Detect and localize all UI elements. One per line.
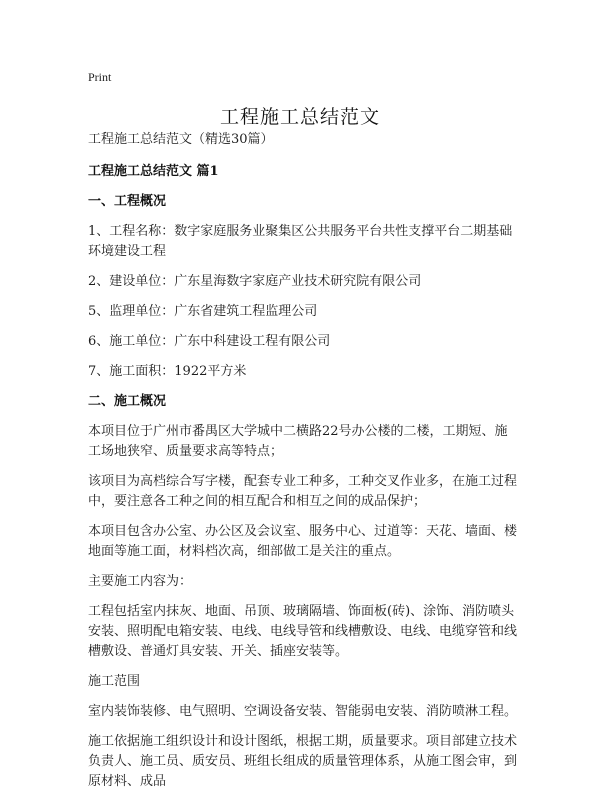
- overview-item-builder: 2、建设单位：广东星海数字家庭产业技术研究院有限公司: [88, 274, 422, 289]
- section-heading-construction: 二、施工概况: [88, 394, 167, 409]
- article-title: 工程施工总结范文 篇1: [88, 164, 219, 179]
- paragraph-quality-system: 施工依据施工组织设计和设计图纸，根据工期，质量要求。项目部建立技术负责人、施工员、质安员、班组长组成的质量管理体系，从施工图会审，到原材料、成品: [88, 734, 518, 789]
- paragraph-location: 本项目位于广州市番禺区大学城中二横路22号办公楼的二楼，工期短、施工场地狭窄、质量要求高等特点；: [88, 424, 508, 459]
- section-heading-overview: 一、工程概况: [88, 194, 167, 209]
- overview-item-contractor: 6、施工单位：广东中科建设工程有限公司: [88, 334, 331, 349]
- print-label[interactable]: Print: [88, 70, 112, 84]
- page-title: 工程施工总结范文: [219, 106, 380, 128]
- document-body: [88, 130, 518, 802]
- paragraph-main-content-label: 主要施工内容为：: [88, 574, 193, 589]
- overview-item-supervisor: 5、监理单位：广东省建筑工程监理公司: [88, 304, 318, 319]
- paragraph-work-items: 工程包括室内抹灰、地面、吊顶、玻璃隔墙、饰面板(砖)、涂饰、消防喷头安装、照明配电箱安装、电线、电线导管和线槽敷设、电线、电缆穿管和线槽敷设、普通灯具安装、开关、插座安装等。: [88, 604, 518, 659]
- paragraph-scope-list: 室内装饰装修、电气照明、空调设备安装、智能弱电安装、消防喷淋工程。: [88, 704, 518, 719]
- document-subtitle: 工程施工总结范文（精选30篇）: [88, 132, 274, 147]
- overview-item-area: 7、施工面积：1922平方米: [88, 364, 247, 379]
- paragraph-scope-areas: 本项目包含办公室、办公区及会议室、服务中心、过道等：天花、墙面、楼地面等施工面，材料档次高，细部做工是关注的重点。: [88, 524, 518, 559]
- overview-item-project-name: 1、工程名称：数字家庭服务业聚集区公共服务平台共性支撑平台二期基础环境建设工程: [88, 224, 513, 259]
- paragraph-scope-label: 施工范围: [88, 674, 141, 689]
- paragraph-project-type: 该项目为高档综合写字楼，配套专业工种多，工种交叉作业多，在施工过程中，要注意各工种之间的相互配合和相互之间的成品保护；: [88, 474, 518, 509]
